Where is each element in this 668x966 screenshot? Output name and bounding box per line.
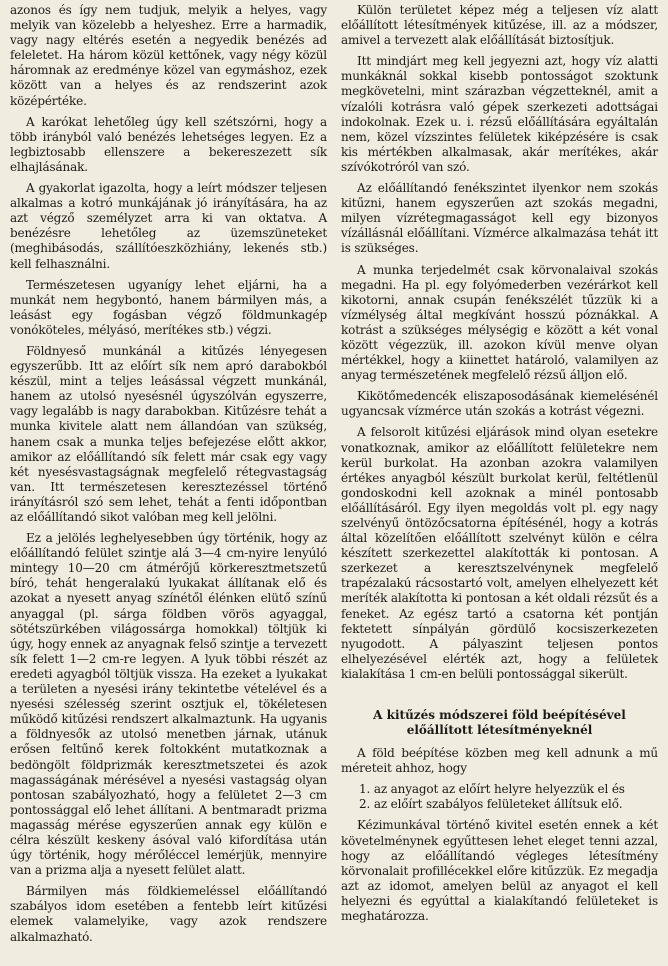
paragraph: azonos és így nem tudjuk, melyik a helyes, vagy melyik van közelebb a helyeshez. Erre a harmadik, vagy nagy eltérés esetén a negyedik benézés ad feleletet. Ha három közül kettőnek, vagy négy közül háromnak az eredménye közel van egymáshoz, ezek között van a helyes és az rendszerint azok középértéke.	[10, 3, 327, 108]
paragraph: A felsorolt kitűzési eljárások mind olyan esetekre vonatkoznak, amikor az előállított felületekre nem kerül burkolat. Ha azonban azokra valamilyen értékes anyagból készült burkolat kerül, feltétlenül gondoskodni kell azoknak a minél pontosabb előállításáról. Egy ilyen megoldás volt pl. egy nagy szelvényű öntözőcsatorna építésénél, hogy a kotrás által közelítően előállított szelvényt külön e célra készített szerkezettel alakították ki pontosan. A szerkezet a keresztszelvénynek megfelelő trapézalakú rácsostartó volt, amelyen elhelyezett két meríték alakította ki pontosan a két oldali rézsűt és a feneket. Az egész tartó a csatorna két pontján fektetett sínpályán gördülő kocsiszerkezeten nyugodott. A pályaszint teljesen pontos elhelyezésével elérték azt, hogy a felületek kialakítása 1 cm-en belüli pontossággal sikerült.	[341, 425, 658, 681]
paragraph: Földnyeső munkánál a kitűzés lényegesen egyszerűbb. Itt az előírt sík nem apró darabokból készül, mint a teljes leásással végzett munkánál, hanem az utolsó nyesésnél úgyszólván egyszerre, vagy legalább is nagy darabokban. Kitűzésre tehát a munka kivitele alatt nem állandóan van szükség, hanem csak a munka teljes befejezése előtt akkor, amikor az előállítandó sík felett már csak egy vagy két nyesésvastagságnak megfelelő rétegvastagság van. Itt természetesen keresztezéssel történő irányításról szó sem lehet, tehát a fenti időpontban az előállítandó sikot valóban meg kell jelölni.	[10, 343, 327, 524]
paragraph: Ez a jelölés leghelyesebben úgy történik, hogy az előállítandó felület szintje alá 3—4 cm-nyire lenyúló mintegy 10—20 cm átmérőjű körkeresztmetszetű bíró, tehát hengeralakú lyukakat állítanak elő és azokat a nyesett anyag színétől élénken elütő színű anyaggal (pl. sárga földben vörös agyaggal, sötétszürkében világossárga homokkal) töltjük ki úgy, hogy ennek az anyagnak felső szintje a tervezett sík felett 1—2 cm-re legyen. A lyuk többi részét az eredeti agyagból töltjük vissza. Ha ezeket a lyukakat a területen a nyesési irány tekintetbe vételével és a nyesési szélesség szerint osztjuk el, tökéletesen működő kitűzési rendszert alkalmaztunk. Ha ugyanis a földnyesők az utolsó menetben járnak, utánuk erősen feltűnő kerek foltokként mutatkoznak a bedöngölt földprizmák keresztmetszetei és azok magasságának mérésével a nyesési vastagság olyan pontosan szabályozható, hogy a felületet 2—3 cm pontossággal elő lehet állítani. A bentmaradt prizma magasság mérése egyszerűen annak egy külön e célra készült keskeny ásóval való kifordítása után úgy történik, hogy mérőléccel lemérjük, mennyire van a prizma alja a nyesett felület alatt.	[10, 531, 327, 878]
list-item: 1. az anyagot az előírt helyre helyezzük el és	[359, 782, 625, 797]
section-heading: A kitűzés módszerei föld beépítésével előállított létesítményeknél	[373, 708, 626, 738]
paragraph: A munka terjedelmét csak körvonalaival szokás megadni. Ha pl. egy folyómederben vezérárkot kell kikotorni, annak csupán fenékszélét tűzzük ki a vízmélység által megkívánt hosszú póznákkal. A kotrást a szükséges mélységig e között a két vonal között végezzük, ill. azokon kívül menve olyan mértékkel, hogy a kiinettet határoló, valamilyen az anyag természetének megfelelő rézsű álljon elő.	[341, 262, 658, 383]
paragraph: Külön területet képez még a teljesen víz alatt előállított létesítmények kitűzése, ill. az a módszer, amivel a tervezett alak előállítását biztosítjuk.	[341, 3, 658, 48]
paragraph: Itt mindjárt meg kell jegyezni azt, hogy víz alatti munkáknál sokkal kisebb pontosságot szoktunk megkövetelni, mint szárazban végzetteknél, amit a vízalóli kotrásra való gépek szerkezeti adottságai indokolnak. Ezek u. i. rézsű előállítására egyáltalán nem, közel vízszintes felületek kiképzésére is csak kis mértékben alkalmasak, akár merítékes, akár szívókotróról van szó.	[341, 54, 658, 174]
left-column	[10, 3, 327, 962]
paragraph: A karókat lehetőleg úgy kell szétszórni, hogy a több irányból való benézés lehetséges legyen. Ez a legbiztosabb ellenszere a bekereszezett sík elhajlásának.	[10, 114, 327, 174]
numbered-list	[341, 782, 658, 812]
right-column	[341, 3, 658, 962]
paragraph: A föld beépítése közben meg kell adnunk a mű méreteit ahhoz, hogy	[341, 746, 658, 776]
paragraph: Természetesen ugyanígy lehet eljárni, ha a munkát nem hegybontó, hanem bármilyen más, a leásást egy fogásban végző földmunkagép vonóköteles, mélyásó, merítékes stb.) végzi.	[10, 277, 327, 337]
paragraph: Kikötőmedencék eliszaposodásának kiemelésénél ugyancsak vízmérce után szokás a kotrást végezni.	[341, 389, 658, 419]
paragraph: Bármilyen más földkiemeléssel előállítandó szabályos idom esetében a fentebb leírt kitűzési elemek valamelyike, vagy azok rendszere alkalmazható.	[10, 884, 327, 944]
list-item: 2. az előírt szabályos felületeket állítsuk elő.	[359, 797, 623, 812]
paragraph: Kézimunkával történő kivitel esetén ennek a két követelménynek egyűttesen lehet eleget tenni azzal, hogy az előállítandó végleges létesítmény körvonalait profillécekkel előre kitűzzük. Ez megadja azt az idomot, amelyen belül az anyagot el kell helyezni és egyúttal a kialakítandó felületeket is meghatározza.	[341, 818, 658, 923]
paragraph: Az előállítandó fenékszintet ilyenkor nem szokás kitűzni, hanem egyszerűen azt szokás megadni, milyen vízrétegmagasságot kell egy bizonyos vízállásnál előállítani. Vízmérce alkalmazása tehát itt is szükséges.	[341, 181, 658, 256]
paragraph: A gyakorlat igazolta, hogy a leírt módszer teljesen alkalmas a kotró munkájának jó irányítására, ha az azt végző személyzet arra ki van oktatva. A benézésre lehetőleg az üzemszüneteket (meghibásodás, szállítóeszközhiány, lekenés stb.) kell felhasználni.	[10, 181, 327, 271]
